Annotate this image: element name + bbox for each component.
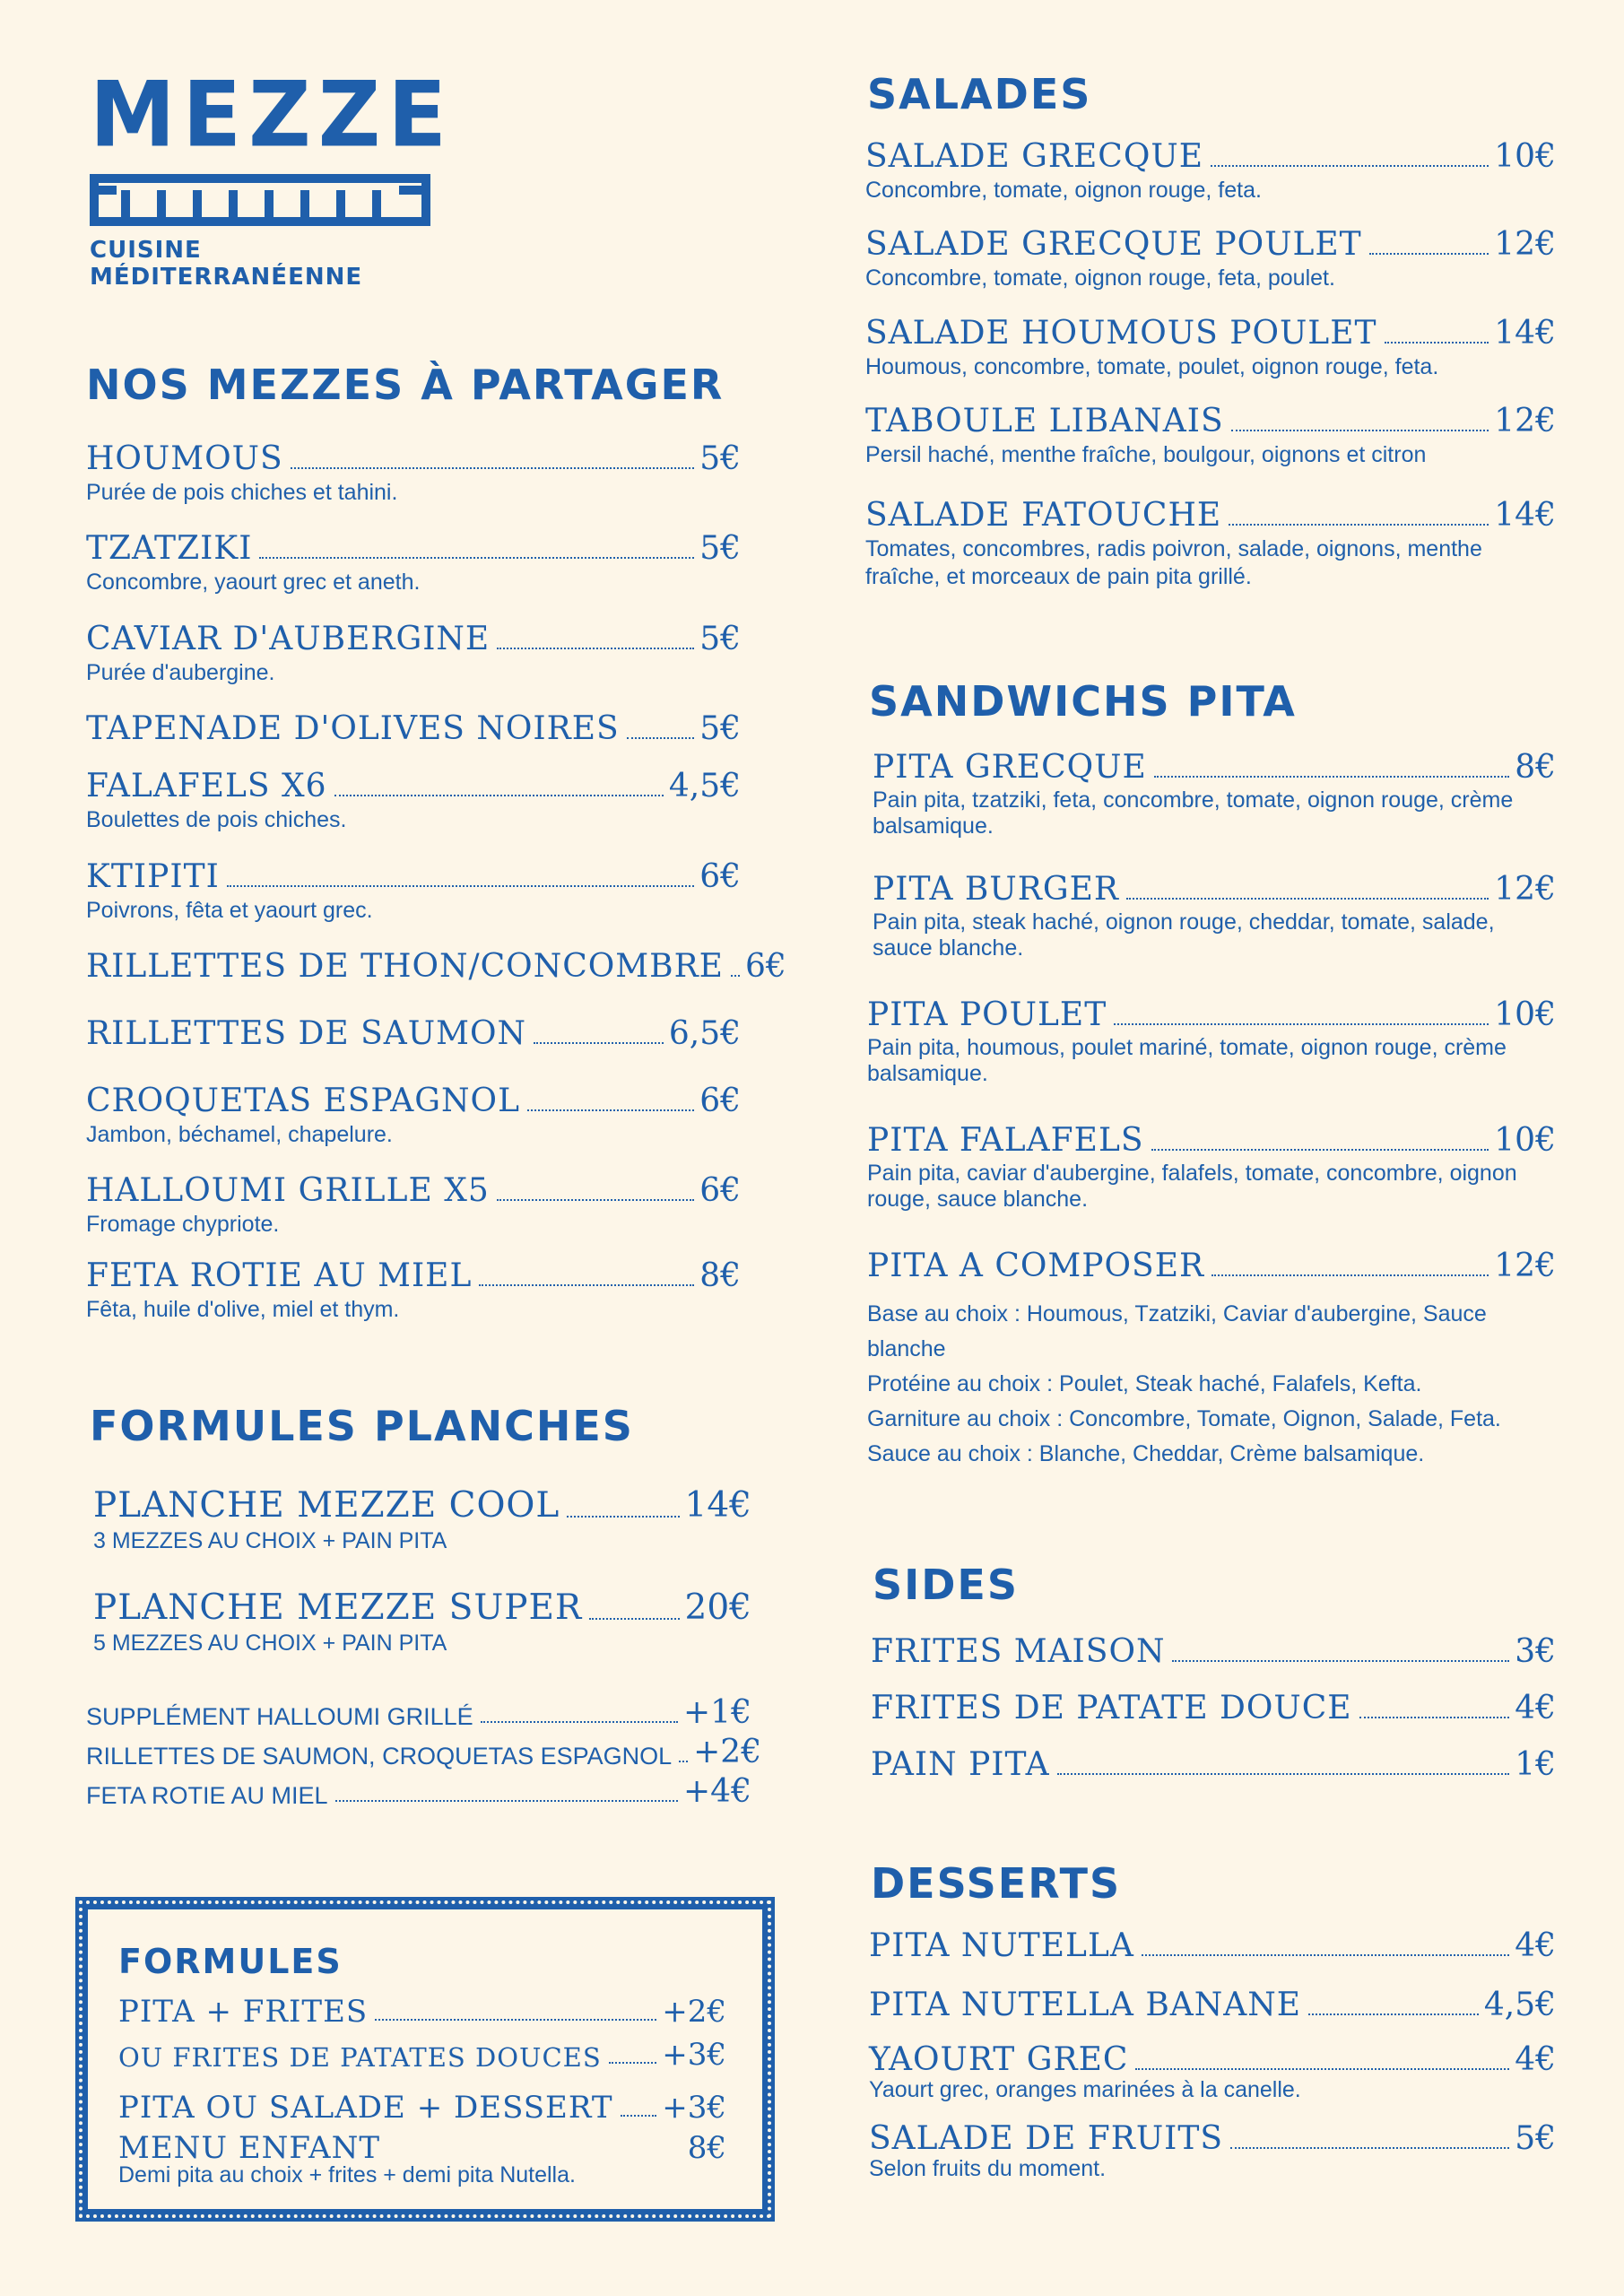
item-desc: Concombre, tomate, oignon rouge, feta, poulet.	[865, 265, 1335, 291]
item-name: PAIN PITA	[871, 1746, 1050, 1783]
item-price: +1€	[683, 1694, 751, 1731]
item-price: 4€	[1515, 1690, 1556, 1726]
item-price: +4€	[683, 1773, 751, 1810]
compose-base: Base au choix : Houmous, Tzatziki, Caviar d'aubergine, Sauce blanche	[867, 1300, 1487, 1361]
item-name: PITA FALAFELS	[867, 1122, 1144, 1159]
item-desc: Jambon, béchamel, chapelure.	[86, 1121, 393, 1147]
item-name: HOUMOUS	[86, 440, 283, 477]
menu-item	[86, 531, 741, 596]
menu-item	[93, 1589, 751, 1657]
item-price: 20€	[684, 1587, 751, 1628]
item-name: CROQUETAS ESPAGNOL	[86, 1083, 520, 1119]
item-price: 14€	[684, 1485, 751, 1526]
menu-item	[867, 997, 1556, 1087]
item-desc: Poivrons, fêta et yaourt grec.	[86, 897, 373, 923]
item-price: 12€	[1494, 871, 1556, 908]
sides-title: SIDES	[873, 1561, 1019, 1609]
sandwichs-title: SANDWICHS PITA	[869, 677, 1297, 726]
item-desc: Persil haché, menthe fraîche, boulgour, oignons et citron	[865, 441, 1427, 467]
formule-item	[118, 2092, 726, 2125]
item-price: 14€	[1494, 315, 1556, 352]
item-price: 8€	[687, 2130, 726, 2166]
item-desc: Concombre, tomate, oignon rouge, feta.	[865, 177, 1262, 203]
item-price: +2€	[693, 1734, 762, 1770]
menu-item	[86, 859, 741, 925]
supplement-item	[86, 1695, 751, 1731]
formules-title: FORMULES	[118, 1942, 343, 1981]
item-name: KTIPITI	[86, 858, 220, 895]
item-name: SALADE FATOUCHE	[865, 497, 1222, 534]
item-price: 1€	[1515, 1746, 1556, 1783]
menu-item	[865, 316, 1556, 381]
item-price: 3€	[1515, 1633, 1556, 1670]
item-price: 5€	[699, 530, 741, 567]
item-name: PITA NUTELLA	[869, 1927, 1134, 1964]
item-price: 8€	[1515, 749, 1556, 786]
item-desc: Pain pita, tzatziki, feta, concombre, tomate, oignon rouge, crème balsamique.	[873, 787, 1514, 839]
item-name: PLANCHE MEZZE COOL	[93, 1485, 560, 1526]
compose-sauce: Sauce au choix : Blanche, Cheddar, Crème balsamique.	[867, 1440, 1425, 1466]
item-desc: Tomates, concombres, radis poivron, salade, oignons, menthe fraîche, et morceaux de pain pita grillé.	[865, 535, 1482, 589]
item-price: 4,5€	[1483, 1987, 1556, 2023]
compose-protein: Protéine au choix : Poulet, Steak haché, Falafels, Kefta.	[867, 1370, 1422, 1396]
item-name: SALADE GRECQUE	[865, 138, 1203, 175]
item-desc: Houmous, concombre, tomate, poulet, oignon rouge, feta.	[865, 353, 1439, 379]
item-name: SUPPLÉMENT HALLOUMI GRILLÉ	[86, 1702, 473, 1730]
formules-box-inner	[88, 1909, 762, 2209]
item-price: 12€	[1494, 226, 1556, 263]
menu-item	[873, 872, 1556, 961]
compose-garnish: Garniture au choix : Concombre, Tomate, Oignon, Salade, Feta.	[867, 1405, 1501, 1431]
item-name: CAVIAR D'AUBERGINE	[86, 621, 491, 657]
menu-item	[865, 404, 1556, 469]
menu-item	[86, 711, 741, 747]
greek-key-icon	[90, 174, 430, 226]
item-price: 6€	[699, 1083, 741, 1119]
item-desc: Concombre, yaourt grec et aneth.	[86, 569, 421, 595]
item-name: PITA A COMPOSER	[867, 1248, 1205, 1284]
item-price: 10€	[1494, 996, 1556, 1033]
logo	[90, 62, 454, 291]
menu-item	[86, 769, 741, 834]
menu-item	[869, 1928, 1556, 1964]
supplement-item	[86, 1734, 762, 1770]
item-name: HALLOUMI GRILLE X5	[86, 1172, 490, 1209]
menu-item	[871, 1747, 1556, 1783]
item-name: RILLETTES DE SAUMON, CROQUETAS ESPAGNOL	[86, 1742, 673, 1770]
item-price: 6€	[699, 1172, 741, 1209]
item-name: PITA POULET	[867, 996, 1107, 1033]
item-name: SALADE HOUMOUS POULET	[865, 315, 1377, 352]
item-name: FALAFELS X6	[86, 768, 327, 804]
menu-item	[93, 1487, 751, 1555]
item-price: 5€	[1515, 2120, 1556, 2157]
formule-item	[118, 1996, 726, 2029]
menu-item	[869, 2042, 1556, 2104]
item-price: 6,5€	[668, 1015, 741, 1052]
menu-item	[867, 1123, 1556, 1213]
item-desc: Pain pita, houmous, poulet mariné, tomate, oignon rouge, crème balsamique.	[867, 1034, 1507, 1086]
item-price: 4€	[1515, 1927, 1556, 1964]
item-price: 8€	[699, 1257, 741, 1294]
item-price: 5€	[699, 621, 741, 657]
item-price: 5€	[699, 440, 741, 477]
supplement-item	[86, 1774, 751, 1810]
item-price: 4,5€	[668, 768, 741, 804]
item-name: TZATZIKI	[86, 530, 253, 567]
item-desc: Demi pita au choix + frites + demi pita Nutella.	[118, 2162, 576, 2188]
item-desc: Purée d'aubergine.	[86, 659, 275, 685]
compose-list	[867, 1297, 1567, 1472]
item-desc: Pain pita, steak haché, oignon rouge, cheddar, tomate, salade, sauce blanche.	[873, 909, 1495, 961]
item-name: PITA GRECQUE	[873, 749, 1147, 786]
item-price: 5€	[699, 710, 741, 747]
formule-item	[118, 2132, 726, 2189]
item-price: 14€	[1494, 497, 1556, 534]
item-name: TABOULE LIBANAIS	[865, 403, 1224, 439]
formules-box	[75, 1897, 775, 2222]
menu-item	[86, 1083, 741, 1149]
menu-item	[867, 1248, 1556, 1472]
mezzes-title: NOS MEZZES À PARTAGER	[86, 361, 725, 409]
item-price: 6€	[744, 948, 786, 985]
menu-item	[865, 227, 1556, 292]
item-name: SALADE DE FRUITS	[869, 2120, 1224, 2157]
item-price: 12€	[1494, 403, 1556, 439]
item-desc: 5 MEZZES AU CHOIX + PAIN PITA	[93, 1630, 447, 1656]
logo-title: MEZZE	[90, 62, 454, 168]
formule-item	[118, 2039, 726, 2072]
item-price: +2€	[662, 1994, 726, 2030]
item-name: PITA + FRITES	[118, 1994, 369, 2030]
menu-item	[86, 1016, 741, 1052]
item-name: FETA ROTIE AU MIEL	[86, 1781, 328, 1809]
item-name: RILLETTES DE SAUMON	[86, 1015, 526, 1052]
item-desc: Fromage chypriote.	[86, 1211, 280, 1237]
item-name: OU FRITES DE PATATES DOUCES	[118, 2041, 602, 2073]
item-name: PLANCHE MEZZE SUPER	[93, 1587, 583, 1628]
item-price: 6€	[699, 858, 741, 895]
item-desc: Selon fruits du moment.	[869, 2155, 1107, 2181]
planches-title: FORMULES PLANCHES	[90, 1402, 634, 1450]
menu-item	[873, 750, 1556, 839]
menu-item	[871, 1634, 1556, 1670]
item-name: PITA NUTELLA BANANE	[869, 1987, 1302, 2023]
item-name: SALADE GRECQUE POULET	[865, 226, 1362, 263]
item-desc: Purée de pois chiches et tahini.	[86, 479, 398, 505]
logo-subtitle: CUISINE MÉDITERRANÉENNE	[90, 237, 363, 291]
menu-item	[871, 1691, 1556, 1726]
menu-item	[869, 2121, 1556, 2183]
menu-item	[86, 1173, 741, 1239]
item-name: MENU ENFANT	[118, 2130, 381, 2166]
item-desc: Fêta, huile d'olive, miel et thym.	[86, 1296, 400, 1322]
item-price: 10€	[1494, 1122, 1556, 1159]
item-name: FETA ROTIE AU MIEL	[86, 1257, 473, 1294]
item-name: PITA BURGER	[873, 871, 1119, 908]
item-price: 4€	[1515, 2041, 1556, 2078]
item-desc: Yaourt grec, oranges marinées à la canelle.	[869, 2076, 1301, 2102]
item-desc: Pain pita, caviar d'aubergine, falafels, tomate, concombre, oignon rouge, sauce blanche.	[867, 1160, 1517, 1212]
item-name: PITA OU SALADE + DESSERT	[118, 2090, 613, 2126]
menu-item	[86, 948, 786, 985]
desserts-title: DESSERTS	[871, 1859, 1122, 1908]
salades-title: SALADES	[867, 70, 1092, 118]
item-price: +3€	[662, 2090, 726, 2126]
item-price: 10€	[1494, 138, 1556, 175]
menu-item	[865, 139, 1556, 204]
item-name: FRITES MAISON	[871, 1633, 1166, 1670]
menu-item	[86, 622, 741, 687]
item-name: RILLETTES DE THON/CONCOMBRE	[86, 948, 724, 985]
item-name: YAOURT GREC	[869, 2041, 1129, 2078]
item-price: 12€	[1494, 1248, 1556, 1284]
item-desc: Boulettes de pois chiches.	[86, 806, 347, 832]
item-name: TAPENADE D'OLIVES NOIRES	[86, 710, 620, 747]
menu-item	[86, 441, 741, 507]
menu-item	[86, 1258, 741, 1324]
menu-item	[869, 1987, 1556, 2023]
item-desc: 3 MEZZES AU CHOIX + PAIN PITA	[93, 1527, 447, 1553]
item-name: FRITES DE PATATE DOUCE	[871, 1690, 1352, 1726]
menu-item	[865, 498, 1556, 591]
item-price: +3€	[662, 2037, 726, 2073]
